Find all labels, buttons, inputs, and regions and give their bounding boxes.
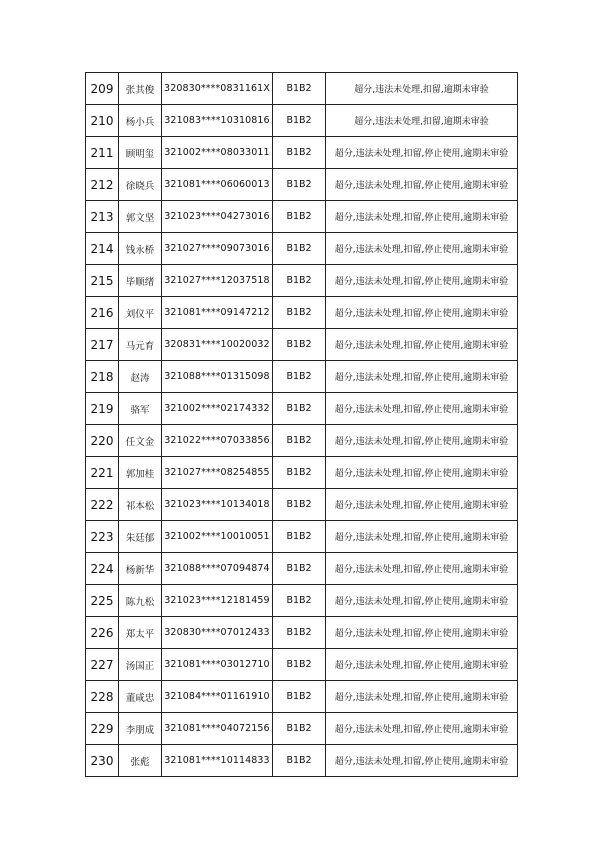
driver-name-cell: 郑太平 <box>119 617 162 649</box>
row-number-cell: 209 <box>86 73 119 105</box>
table-row <box>86 681 518 713</box>
license-status-cell: 超分,违法未处理,扣留,停止使用,逾期未审验 <box>326 713 518 745</box>
table-row <box>86 329 518 361</box>
license-class-cell: B1B2 <box>273 553 326 585</box>
driver-name-cell: 钱永桥 <box>119 233 162 265</box>
license-status-cell: 超分,违法未处理,扣留,停止使用,逾期未审验 <box>326 457 518 489</box>
table-row <box>86 553 518 585</box>
table-row <box>86 233 518 265</box>
license-status-cell: 超分,违法未处理,扣留,停止使用,逾期未审验 <box>326 169 518 201</box>
driver-name-cell: 李朋成 <box>119 713 162 745</box>
table-row <box>86 649 518 681</box>
license-status-cell: 超分,违法未处理,扣留,停止使用,逾期未审验 <box>326 617 518 649</box>
row-number-cell: 228 <box>86 681 119 713</box>
driver-name-cell: 杨新华 <box>119 553 162 585</box>
id-number-cell: 321081****04072156 <box>162 713 273 745</box>
driver-name-cell: 郭文坚 <box>119 201 162 233</box>
table-row <box>86 521 518 553</box>
license-status-cell: 超分,违法未处理,扣留,停止使用,逾期未审验 <box>326 201 518 233</box>
table-row <box>86 713 518 745</box>
id-number-cell: 321023****12181459 <box>162 585 273 617</box>
row-number-cell: 226 <box>86 617 119 649</box>
license-class-cell: B1B2 <box>273 425 326 457</box>
table-row <box>86 617 518 649</box>
id-number-cell: 321022****07033856 <box>162 425 273 457</box>
row-number-cell: 210 <box>86 105 119 137</box>
license-status-cell: 超分,违法未处理,扣留,停止使用,逾期未审验 <box>326 265 518 297</box>
driver-name-cell: 毕顺绪 <box>119 265 162 297</box>
records-table <box>85 72 518 777</box>
driver-name-cell: 顾明玺 <box>119 137 162 169</box>
row-number-cell: 211 <box>86 137 119 169</box>
license-class-cell: B1B2 <box>273 105 326 137</box>
license-status-cell: 超分,违法未处理,扣留,停止使用,逾期未审验 <box>326 521 518 553</box>
records-table-body <box>86 73 518 777</box>
row-number-cell: 212 <box>86 169 119 201</box>
license-status-cell: 超分,违法未处理,扣留,停止使用,逾期未审验 <box>326 489 518 521</box>
license-class-cell: B1B2 <box>273 681 326 713</box>
license-class-cell: B1B2 <box>273 297 326 329</box>
driver-name-cell: 杨小兵 <box>119 105 162 137</box>
id-number-cell: 321023****04273016 <box>162 201 273 233</box>
license-class-cell: B1B2 <box>273 265 326 297</box>
table-row <box>86 393 518 425</box>
driver-name-cell: 郭加桂 <box>119 457 162 489</box>
license-status-cell: 超分,违法未处理,扣留,停止使用,逾期未审验 <box>326 233 518 265</box>
license-status-cell: 超分,违法未处理,扣留,停止使用,逾期未审验 <box>326 745 518 777</box>
license-status-cell: 超分,违法未处理,扣留,停止使用,逾期未审验 <box>326 681 518 713</box>
license-class-cell: B1B2 <box>273 201 326 233</box>
license-class-cell: B1B2 <box>273 521 326 553</box>
driver-name-cell: 徐晓兵 <box>119 169 162 201</box>
license-status-cell: 超分,违法未处理,扣留,逾期未审验 <box>326 73 518 105</box>
license-status-cell: 超分,违法未处理,扣留,停止使用,逾期未审验 <box>326 585 518 617</box>
driver-name-cell: 汤国正 <box>119 649 162 681</box>
row-number-cell: 214 <box>86 233 119 265</box>
driver-name-cell: 祁本松 <box>119 489 162 521</box>
driver-name-cell: 马元育 <box>119 329 162 361</box>
license-class-cell: B1B2 <box>273 361 326 393</box>
license-class-cell: B1B2 <box>273 649 326 681</box>
license-class-cell: B1B2 <box>273 585 326 617</box>
id-number-cell: 321084****01161910 <box>162 681 273 713</box>
table-row <box>86 745 518 777</box>
table-row <box>86 73 518 105</box>
license-class-cell: B1B2 <box>273 745 326 777</box>
driver-name-cell: 朱廷郁 <box>119 521 162 553</box>
driver-name-cell: 刘仪平 <box>119 297 162 329</box>
license-class-cell: B1B2 <box>273 457 326 489</box>
id-number-cell: 321023****10134018 <box>162 489 273 521</box>
license-status-cell: 超分,违法未处理,扣留,停止使用,逾期未审验 <box>326 329 518 361</box>
row-number-cell: 216 <box>86 297 119 329</box>
license-class-cell: B1B2 <box>273 489 326 521</box>
row-number-cell: 213 <box>86 201 119 233</box>
table-row <box>86 489 518 521</box>
table-row <box>86 585 518 617</box>
row-number-cell: 218 <box>86 361 119 393</box>
license-class-cell: B1B2 <box>273 233 326 265</box>
table-row <box>86 169 518 201</box>
id-number-cell: 320830****0831161X <box>162 73 273 105</box>
license-class-cell: B1B2 <box>273 393 326 425</box>
license-class-cell: B1B2 <box>273 617 326 649</box>
table-row <box>86 361 518 393</box>
row-number-cell: 217 <box>86 329 119 361</box>
id-number-cell: 321027****08254855 <box>162 457 273 489</box>
row-number-cell: 219 <box>86 393 119 425</box>
license-status-cell: 超分,违法未处理,扣留,停止使用,逾期未审验 <box>326 361 518 393</box>
license-status-cell: 超分,违法未处理,扣留,逾期未审验 <box>326 105 518 137</box>
id-number-cell: 321002****10010051 <box>162 521 273 553</box>
id-number-cell: 321081****06060013 <box>162 169 273 201</box>
row-number-cell: 223 <box>86 521 119 553</box>
license-status-cell: 超分,违法未处理,扣留,停止使用,逾期未审验 <box>326 425 518 457</box>
id-number-cell: 321088****01315098 <box>162 361 273 393</box>
license-class-cell: B1B2 <box>273 169 326 201</box>
id-number-cell: 321027****12037518 <box>162 265 273 297</box>
id-number-cell: 321088****07094874 <box>162 553 273 585</box>
driver-name-cell: 骆军 <box>119 393 162 425</box>
row-number-cell: 221 <box>86 457 119 489</box>
table-row <box>86 297 518 329</box>
id-number-cell: 321081****09147212 <box>162 297 273 329</box>
table-row <box>86 137 518 169</box>
row-number-cell: 220 <box>86 425 119 457</box>
license-status-cell: 超分,违法未处理,扣留,停止使用,逾期未审验 <box>326 297 518 329</box>
table-row <box>86 105 518 137</box>
license-class-cell: B1B2 <box>273 713 326 745</box>
row-number-cell: 222 <box>86 489 119 521</box>
table-row <box>86 425 518 457</box>
driver-name-cell: 陈九松 <box>119 585 162 617</box>
table-row <box>86 201 518 233</box>
table-row <box>86 265 518 297</box>
id-number-cell: 321081****10114833 <box>162 745 273 777</box>
id-number-cell: 320830****07012433 <box>162 617 273 649</box>
table-row <box>86 457 518 489</box>
id-number-cell: 321081****03012710 <box>162 649 273 681</box>
row-number-cell: 225 <box>86 585 119 617</box>
row-number-cell: 224 <box>86 553 119 585</box>
license-status-cell: 超分,违法未处理,扣留,停止使用,逾期未审验 <box>326 137 518 169</box>
id-number-cell: 321002****08033011 <box>162 137 273 169</box>
license-class-cell: B1B2 <box>273 73 326 105</box>
row-number-cell: 229 <box>86 713 119 745</box>
id-number-cell: 320831****10020032 <box>162 329 273 361</box>
id-number-cell: 321002****02174332 <box>162 393 273 425</box>
id-number-cell: 321083****10310816 <box>162 105 273 137</box>
license-class-cell: B1B2 <box>273 137 326 169</box>
row-number-cell: 227 <box>86 649 119 681</box>
driver-name-cell: 张其俊 <box>119 73 162 105</box>
row-number-cell: 230 <box>86 745 119 777</box>
license-status-cell: 超分,违法未处理,扣留,停止使用,逾期未审验 <box>326 393 518 425</box>
driver-name-cell: 赵涛 <box>119 361 162 393</box>
license-status-cell: 超分,违法未处理,扣留,停止使用,逾期未审验 <box>326 649 518 681</box>
driver-name-cell: 任文金 <box>119 425 162 457</box>
id-number-cell: 321027****09073016 <box>162 233 273 265</box>
driver-name-cell: 张彪 <box>119 745 162 777</box>
license-class-cell: B1B2 <box>273 329 326 361</box>
driver-name-cell: 董咸忠 <box>119 681 162 713</box>
license-status-cell: 超分,违法未处理,扣留,停止使用,逾期未审验 <box>326 553 518 585</box>
row-number-cell: 215 <box>86 265 119 297</box>
